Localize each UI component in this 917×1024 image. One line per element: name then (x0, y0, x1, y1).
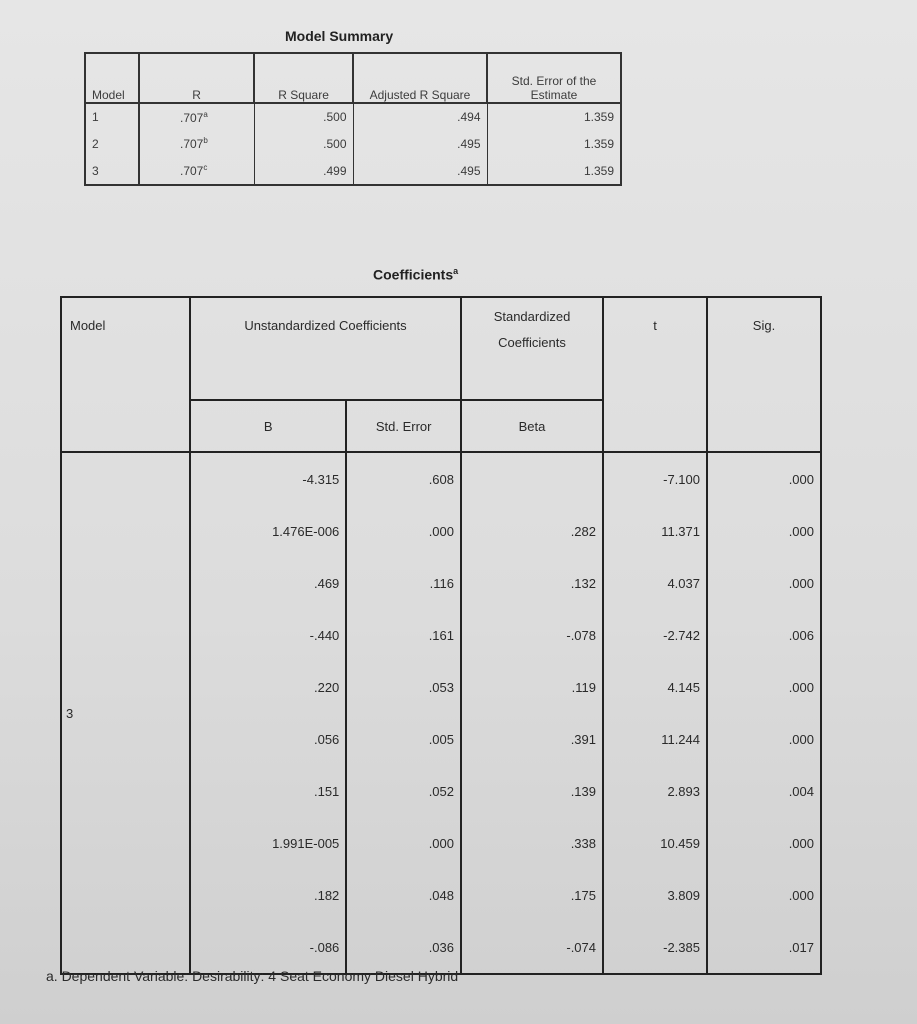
r-square-cell: .500 (254, 103, 353, 131)
beta-cell: .132 (461, 557, 603, 609)
b-cell: -4.315 (190, 452, 346, 505)
t-cell: -2.385 (603, 921, 707, 974)
sig-cell: .004 (707, 765, 821, 817)
b-cell: -.086 (190, 921, 346, 974)
sig-cell: .000 (707, 869, 821, 921)
b-cell: -.440 (190, 609, 346, 661)
b-cell: .056 (190, 713, 346, 765)
r-value: .707 (180, 164, 204, 179)
column-header-t: t (603, 297, 707, 452)
r-cell (139, 103, 254, 131)
column-header-sig: Sig. (707, 297, 821, 452)
sig-cell: .006 (707, 609, 821, 661)
column-header-b: B (190, 400, 346, 452)
std-error-cell: .608 (346, 452, 461, 505)
column-header-model: Model (85, 53, 139, 103)
column-header-r: R (139, 53, 254, 103)
sig-cell: .000 (707, 713, 821, 765)
r-cell (139, 157, 254, 185)
b-cell: .469 (190, 557, 346, 609)
t-cell: -7.100 (603, 452, 707, 505)
t-cell: 11.371 (603, 505, 707, 557)
adjusted-r-square-cell: .494 (353, 103, 487, 131)
r-footnote-marker: b (203, 136, 208, 146)
model-summary-header-row (85, 53, 621, 103)
sig-cell: .000 (707, 452, 821, 505)
r-footnote-marker: c (203, 163, 208, 173)
column-header-r-square: R Square (254, 53, 353, 103)
r-square-cell: .499 (254, 157, 353, 185)
beta-cell: -.078 (461, 609, 603, 661)
beta-cell: .391 (461, 713, 603, 765)
beta-cell: .282 (461, 505, 603, 557)
std-error-cell: .005 (346, 713, 461, 765)
t-cell: 4.145 (603, 661, 707, 713)
std-error-cell: .048 (346, 869, 461, 921)
sig-cell: .000 (707, 817, 821, 869)
r-value: .707 (180, 137, 204, 152)
b-cell: 1.991E-005 (190, 817, 346, 869)
std-error-cell: .053 (346, 661, 461, 713)
coefficients-title-footnote-marker: a (453, 266, 459, 276)
r-value: .707 (180, 110, 204, 125)
model-summary-row (85, 131, 621, 157)
coefficients-title-text: Coefficients (373, 266, 454, 283)
std-error-cell: .161 (346, 609, 461, 661)
t-cell: 2.893 (603, 765, 707, 817)
std-error-estimate-cell: 1.359 (487, 131, 621, 157)
beta-cell: .119 (461, 661, 603, 713)
std-error-cell: .116 (346, 557, 461, 609)
sig-cell: .017 (707, 921, 821, 974)
column-header-unstandardized: Unstandardized Coefficients (190, 297, 461, 400)
r-footnote-marker: a (203, 109, 208, 119)
t-cell: 4.037 (603, 557, 707, 609)
coefficients-table (60, 296, 822, 975)
dependent-variable-footnote: a. Dependent Variable: Desirability: 4 Seat Economy Diesel Hybrid (46, 968, 459, 984)
column-header-adjusted-r-square: Adjusted R Square (353, 53, 487, 103)
t-cell: 10.459 (603, 817, 707, 869)
beta-cell: .338 (461, 817, 603, 869)
b-cell: .220 (190, 661, 346, 713)
b-cell: .182 (190, 869, 346, 921)
sig-cell: .000 (707, 661, 821, 713)
column-header-model: Model (61, 297, 190, 452)
column-header-std-error-estimate: Std. Error of the Estimate (487, 53, 621, 103)
model-cell: 3 (85, 157, 139, 185)
column-header-beta: Beta (461, 400, 603, 452)
std-error-estimate-cell: 1.359 (487, 157, 621, 185)
coefficients-title (373, 266, 458, 283)
adjusted-r-square-cell: .495 (353, 157, 487, 185)
std-error-cell: .000 (346, 505, 461, 557)
t-cell: 11.244 (603, 713, 707, 765)
model-cell: 1 (85, 103, 139, 131)
model-cell: 2 (85, 131, 139, 157)
t-cell: -2.742 (603, 609, 707, 661)
std-error-cell: .036 (346, 921, 461, 974)
coefficient-row (61, 452, 821, 505)
beta-cell: .175 (461, 869, 603, 921)
coefficients-header-row-1 (61, 297, 821, 400)
sig-cell: .000 (707, 557, 821, 609)
b-cell: 1.476E-006 (190, 505, 346, 557)
beta-cell: .139 (461, 765, 603, 817)
adjusted-r-square-cell: .495 (353, 131, 487, 157)
column-header-standardized: Standardized Coefficients (461, 297, 603, 400)
model-summary-row (85, 157, 621, 185)
beta-cell (461, 452, 603, 505)
r-cell (139, 131, 254, 157)
t-cell: 3.809 (603, 869, 707, 921)
std-error-estimate-cell: 1.359 (487, 103, 621, 131)
std-error-cell: .052 (346, 765, 461, 817)
column-header-std-error: Std. Error (346, 400, 461, 452)
sig-cell: .000 (707, 505, 821, 557)
std-error-cell: .000 (346, 817, 461, 869)
beta-cell: -.074 (461, 921, 603, 974)
model-summary-table (84, 52, 622, 186)
b-cell: .151 (190, 765, 346, 817)
model-summary-title: Model Summary (285, 28, 394, 44)
r-square-cell: .500 (254, 131, 353, 157)
model-summary-row (85, 103, 621, 131)
model-number-cell: 3 (61, 452, 190, 974)
